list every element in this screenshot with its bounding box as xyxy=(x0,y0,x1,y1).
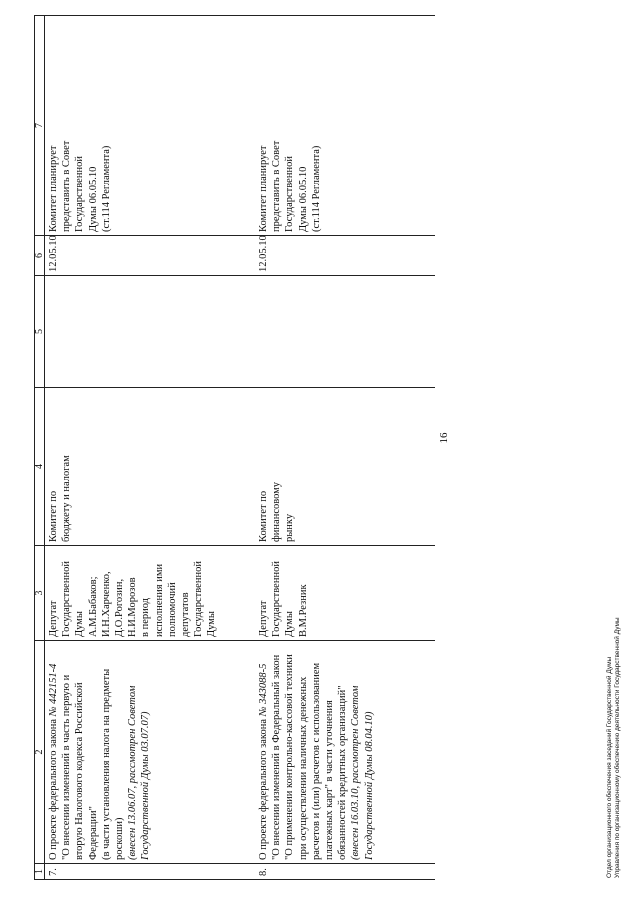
status-line: Комитет планирует xyxy=(48,145,59,232)
table-row xyxy=(255,16,435,880)
author-line: Депутат xyxy=(258,600,269,637)
author-line: А.М.Бабаков; xyxy=(87,576,99,637)
status-note xyxy=(45,16,256,236)
author-line: И.Н.Харченко, xyxy=(100,571,112,637)
bill-number: № 343088-5 xyxy=(258,663,269,717)
committee-line: финансовому xyxy=(271,481,283,542)
bill-description xyxy=(255,641,435,864)
column-header-5: 5 xyxy=(35,276,45,388)
page-number: 16 xyxy=(438,432,450,444)
responsible-committee xyxy=(255,388,435,546)
author-line: Депутат xyxy=(48,600,59,637)
row-number: 7. xyxy=(45,864,256,880)
status-line: Думы 06.05.10 xyxy=(297,166,309,232)
column-header-7: 7 xyxy=(35,16,45,236)
author-line: В.М.Резник xyxy=(297,584,309,637)
bill-note-line: Государственной Думы 08.04.10) xyxy=(363,711,375,860)
bill-title-line: обязанностей кредитных организаций" xyxy=(337,685,349,860)
committee-line: Комитет по xyxy=(48,490,59,542)
bill-title-line: "О применении контрольно-кассовой техники xyxy=(284,654,296,860)
author-line: Думы xyxy=(74,611,86,637)
bill-authors xyxy=(255,546,435,641)
committee-line: Комитет по xyxy=(258,490,269,542)
column-header-3: 3 xyxy=(35,546,45,641)
column-header-4: 4 xyxy=(35,388,45,546)
date-cell: 12.05.10 xyxy=(45,236,256,276)
bill-description xyxy=(45,641,256,864)
status-line: Государственной xyxy=(284,156,296,232)
bill-note-line: (внесен 13.06.07, рассмотрен Советом xyxy=(127,685,139,860)
status-line: представить в Совет xyxy=(271,140,283,232)
column-header-1: 1 xyxy=(35,864,45,880)
committee-line: рынку xyxy=(284,513,296,542)
bill-note-line: Государственной Думы 03.07.07) xyxy=(140,711,152,860)
author-line: Государственной xyxy=(193,561,205,637)
status-line: Думы 06.05.10 xyxy=(87,166,99,232)
bill-title-line: "О внесении изменений в часть первую и xyxy=(61,674,73,860)
author-line: Д.О.Рогозин, xyxy=(114,578,126,637)
author-line: Думы xyxy=(206,611,218,637)
status-line: Комитет планирует xyxy=(258,145,269,232)
row-number: 8. xyxy=(255,864,435,880)
author-line: Н.И.Морозов xyxy=(127,577,139,637)
author-line: Государственной xyxy=(61,561,73,637)
date-cell: 12.05.10 xyxy=(255,236,435,276)
bill-note-line: (внесен 16.03.10, рассмотрен Советом xyxy=(350,685,362,860)
column-number-header xyxy=(35,16,45,880)
author-line: исполнения ими xyxy=(153,563,165,637)
bill-number: № 442151-4 xyxy=(48,663,59,717)
column-5-cell xyxy=(255,276,435,388)
status-note xyxy=(255,16,435,236)
column-header-6: 6 xyxy=(35,236,45,276)
status-line: представить в Совет xyxy=(61,140,73,232)
bills-register-table xyxy=(34,15,435,880)
column-header-2: 2 xyxy=(35,641,45,864)
author-line: Думы xyxy=(284,611,296,637)
status-line: Государственной xyxy=(74,156,86,232)
footer-line: Управления по организационному обеспечению деятельности Государственной Думы xyxy=(614,617,621,878)
table-row xyxy=(45,16,256,880)
author-line: полномочий xyxy=(166,582,178,637)
bill-title-line: О проекте федерального закона № 343088-5 xyxy=(258,663,269,860)
bill-title-line: О проекте федерального закона № 442151-4 xyxy=(48,663,59,860)
author-line: в период xyxy=(140,597,152,637)
committee-line: бюджету и налогам xyxy=(61,455,73,542)
responsible-committee xyxy=(45,388,256,546)
status-line: (ст.114 Регламента) xyxy=(100,145,112,232)
bill-title-line: платежных карт" в части уточнения xyxy=(324,700,336,860)
author-line: Государственной xyxy=(271,561,283,637)
bill-authors xyxy=(45,546,256,641)
bill-title-line: роскоши) xyxy=(114,817,126,860)
footer-line: Отдел организационного обеспечения заседаний Государственной Думы xyxy=(606,656,613,878)
bill-title-line: при осуществлении наличных денежных xyxy=(297,676,309,860)
status-line: (ст.114 Регламента) xyxy=(310,145,322,232)
column-5-cell xyxy=(45,276,256,388)
bill-title-line: Федерации" xyxy=(87,806,99,860)
document-footer xyxy=(606,378,622,878)
bill-title-line: "О внесении изменений в Федеральный закон xyxy=(271,654,283,860)
author-line: депутатов xyxy=(180,592,192,637)
bill-title-line: вторую Налогового кодекса Российской xyxy=(74,682,86,860)
bill-title-line: расчетов и (или) расчетов с использованием xyxy=(310,662,322,860)
bill-title-line: (в части установления налога на предметы xyxy=(100,668,112,860)
